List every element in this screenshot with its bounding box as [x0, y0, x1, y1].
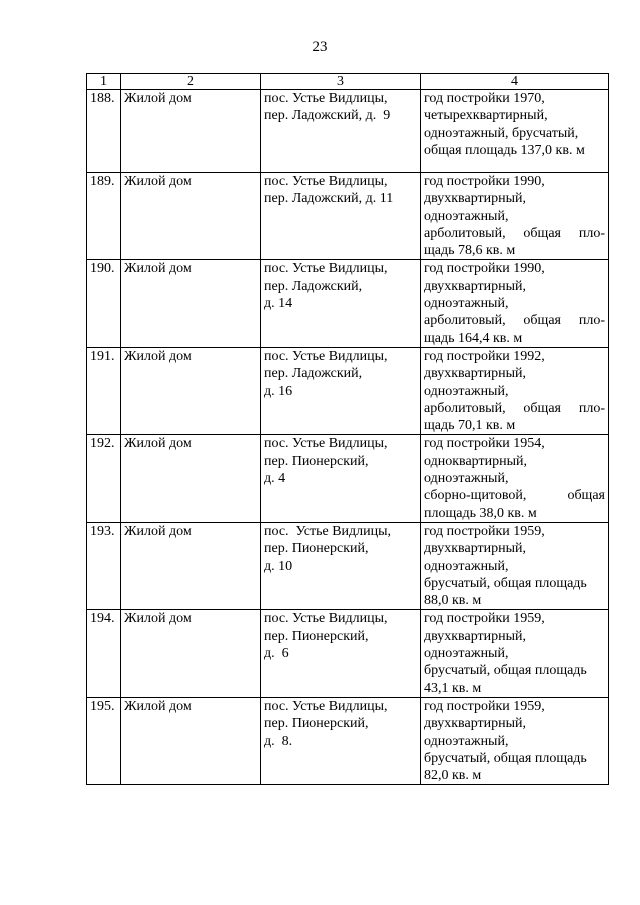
address-line: пер. Ладожский, д. 9: [264, 108, 391, 124]
table-row: [87, 260, 609, 347]
table-row: [87, 697, 609, 784]
row-number: 193.: [87, 522, 121, 609]
property-name: Жилой дом: [121, 522, 261, 609]
property-address: [261, 173, 421, 260]
description-line: одноэтажный,: [424, 471, 509, 487]
table-body: [87, 90, 609, 785]
description-line: год постройки 1959,: [424, 611, 545, 627]
address-line: пос. Устье Видлицы,: [264, 348, 388, 364]
row-number: 194.: [87, 610, 121, 697]
description-line: год постройки 1959,: [424, 698, 545, 714]
description-line: год постройки 1992,: [424, 348, 545, 364]
description-line: двухквартирный,: [424, 628, 527, 644]
property-description: [421, 435, 609, 522]
address-line: пос. Устье Видлицы,: [264, 174, 388, 189]
description-line: одноэтажный,: [424, 558, 509, 574]
property-address: [261, 697, 421, 784]
address-line: д. 16: [264, 383, 293, 399]
property-name: Жилой дом: [121, 347, 261, 434]
address-line: пос. Устье Видлицы,: [264, 91, 388, 106]
address-line: д. 8.: [264, 733, 293, 749]
description-line: сборно-щитовой, общая: [424, 488, 605, 504]
address-line: пер. Ладожский,: [264, 366, 363, 382]
address-line: пос. Устье Видлицы,: [264, 698, 388, 714]
description-line: арболитовый, общая пло-: [424, 225, 605, 241]
row-number: 190.: [87, 260, 121, 347]
table-row: [87, 173, 609, 260]
property-name: Жилой дом: [121, 435, 261, 522]
property-name: Жилой дом: [121, 610, 261, 697]
column-header-2: 2: [121, 74, 261, 90]
description-line: одноэтажный, брусчатый,: [424, 125, 579, 141]
property-description: [421, 522, 609, 609]
description-line: брусчатый, общая площадь: [424, 575, 587, 591]
description-line: 43,1 кв. м: [424, 680, 482, 696]
address-line: пос. Устье Видлицы,: [264, 261, 388, 277]
property-description: [421, 697, 609, 784]
description-line: четырехквартирный,: [424, 108, 548, 124]
table-row: [87, 90, 609, 173]
description-line: арболитовый, общая пло-: [424, 400, 605, 416]
property-description: [421, 90, 609, 173]
description-line: 82,0 кв. м: [424, 768, 482, 784]
description-line: двухквартирный,: [424, 366, 527, 382]
address-line: пер. Ладожский, д. 11: [264, 191, 394, 207]
property-address: [261, 435, 421, 522]
description-line: щадь 78,6 кв. м: [424, 243, 516, 259]
property-address: [261, 347, 421, 434]
description-line: одноэтажный,: [424, 296, 509, 312]
description-line: двухквартирный,: [424, 716, 527, 732]
address-line: пер. Ладожский,: [264, 278, 363, 294]
column-header-3: 3: [261, 74, 421, 90]
page-number: 23: [312, 39, 328, 55]
address-line: пер. Пионерский,: [264, 716, 369, 732]
property-table: [86, 73, 609, 785]
address-line: пер. Пионерский,: [264, 628, 369, 644]
property-description: [421, 347, 609, 434]
address-line: д. 4: [264, 471, 286, 487]
property-name: Жилой дом: [121, 90, 261, 173]
description-line: год постройки 1990,: [424, 174, 545, 189]
table-row: [87, 347, 609, 434]
property-address: [261, 260, 421, 347]
table-row: [87, 435, 609, 522]
description-line: одноэтажный,: [424, 733, 509, 749]
description-line: брусчатый, общая площадь: [424, 663, 587, 679]
address-line: д. 10: [264, 558, 293, 574]
row-number: 195.: [87, 697, 121, 784]
description-line: щадь 164,4 кв. м: [424, 330, 523, 346]
column-header-1: 1: [87, 74, 121, 90]
description-line: год постройки 1959,: [424, 523, 545, 539]
property-description: [421, 610, 609, 697]
description-line: общая площадь 137,0 кв. м: [424, 142, 585, 158]
address-line: пос. Устье Видлицы,: [264, 523, 392, 539]
description-line: двухквартирный,: [424, 191, 527, 207]
property-address: [261, 522, 421, 609]
property-address: [261, 610, 421, 697]
description-line: одноэтажный,: [424, 646, 509, 662]
property-description: [421, 260, 609, 347]
column-header-4: 4: [421, 74, 609, 90]
property-name: Жилой дом: [121, 173, 261, 260]
address-line: д. 6: [264, 646, 289, 662]
description-line: год постройки 1954,: [424, 436, 545, 452]
row-number: 188.: [87, 90, 121, 173]
property-description: [421, 173, 609, 260]
description-line: год постройки 1970,: [424, 91, 545, 106]
property-name: Жилой дом: [121, 697, 261, 784]
row-number: 191.: [87, 347, 121, 434]
description-line: щадь 70,1 кв. м: [424, 418, 516, 434]
address-line: пос. Устье Видлицы,: [264, 436, 388, 452]
table-header-row: [87, 74, 609, 90]
description-line: одноэтажный,: [424, 208, 509, 224]
address-line: пос. Устье Видлицы,: [264, 611, 388, 627]
description-line: одноквартирный,: [424, 453, 527, 469]
address-line: д. 14: [264, 296, 293, 312]
property-address: [261, 90, 421, 173]
description-line: арболитовый, общая пло-: [424, 313, 605, 329]
table-row: [87, 522, 609, 609]
description-line: одноэтажный,: [424, 383, 509, 399]
address-line: пер. Пионерский,: [264, 541, 369, 557]
description-line: год постройки 1990,: [424, 261, 545, 277]
description-line: брусчатый, общая площадь: [424, 750, 587, 766]
table-row: [87, 610, 609, 697]
property-name: Жилой дом: [121, 260, 261, 347]
description-line: 88,0 кв. м: [424, 593, 482, 609]
description-line: двухквартирный,: [424, 541, 527, 557]
row-number: 192.: [87, 435, 121, 522]
address-line: пер. Пионерский,: [264, 453, 369, 469]
description-line: двухквартирный,: [424, 278, 527, 294]
row-number: 189.: [87, 173, 121, 260]
description-line: площадь 38,0 кв. м: [424, 505, 537, 521]
